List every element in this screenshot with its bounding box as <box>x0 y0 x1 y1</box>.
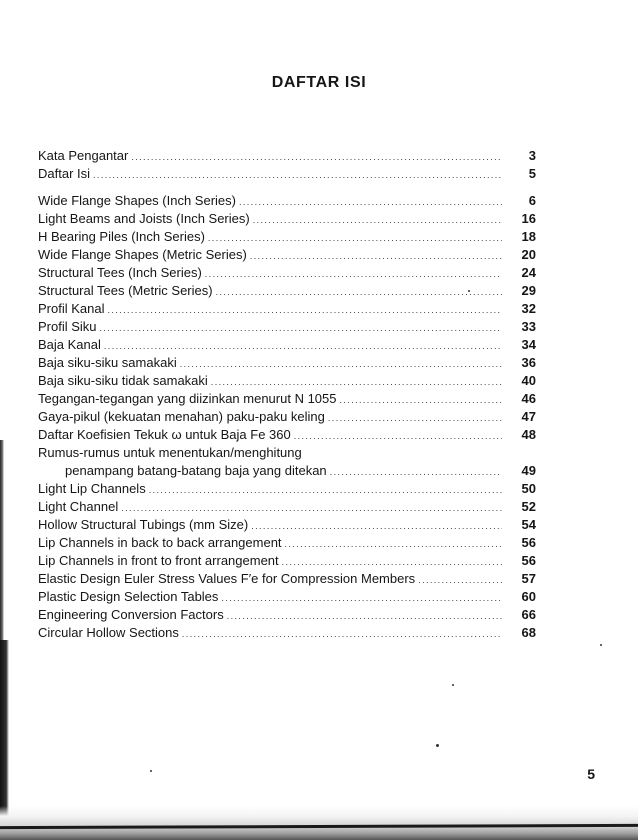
dot-leader <box>328 411 502 425</box>
toc-entry-label: Baja Kanal <box>38 337 101 352</box>
toc-entry-label: Light Beams and Joists (Inch Series) <box>38 211 250 226</box>
toc-entry[interactable] <box>38 390 536 408</box>
toc-entry-label: Hollow Structural Tubings (mm Size) <box>38 517 249 532</box>
toc-entry[interactable] <box>38 570 536 588</box>
toc-entry-label: penampang batang-batang baja yang ditekan <box>65 463 327 478</box>
toc-entry-page: 24 <box>521 265 536 280</box>
dot-leader <box>250 249 502 263</box>
toc-entry[interactable] <box>38 264 536 282</box>
toc-entry-page: 6 <box>528 193 536 208</box>
toc-entry-label: Daftar Isi <box>38 166 91 181</box>
toc-entry-page: 46 <box>521 391 536 406</box>
toc-entry-page: 57 <box>521 571 536 586</box>
dot-leader <box>208 231 502 245</box>
toc-entry-label: Lip Channels in back to back arrangement <box>38 535 282 550</box>
toc-entry[interactable] <box>38 606 536 624</box>
toc-entry[interactable] <box>38 246 536 264</box>
toc-entry[interactable] <box>38 480 536 498</box>
dot-leader <box>121 501 502 515</box>
dot-leader <box>149 483 502 497</box>
toc-entry[interactable] <box>38 282 536 300</box>
toc-entry[interactable] <box>38 498 536 516</box>
toc-entry-rumus-line2[interactable] <box>38 462 536 480</box>
toc-entry-page: 60 <box>521 589 536 604</box>
toc-entry-label: H Bearing Piles (Inch Series) <box>38 229 205 244</box>
scan-speck <box>600 644 602 646</box>
dot-leader <box>100 321 502 335</box>
toc-entry-rumus-line1[interactable] <box>38 444 536 462</box>
toc-entry-label: Kata Pengantar <box>38 148 129 163</box>
toc-entry-label: Light Channel <box>38 499 119 514</box>
toc-entry[interactable] <box>38 624 536 642</box>
toc-entry-label: Structural Tees (Metric Series) <box>38 283 213 298</box>
toc-entry-page: 52 <box>521 499 536 514</box>
dot-leader <box>239 195 502 209</box>
toc-entry-page: 49 <box>521 463 536 478</box>
toc-entry-label: Wide Flange Shapes (Inch Series) <box>38 193 236 208</box>
table-of-contents <box>38 147 536 642</box>
toc-entry-page: 68 <box>521 625 536 640</box>
dot-leader <box>221 591 502 605</box>
toc-entry-label: Structural Tees (Inch Series) <box>38 265 202 280</box>
toc-entry-label: Daftar Koefisien Tekuk ω untuk Baja Fe 360 <box>38 427 291 442</box>
toc-entry-page: 50 <box>521 481 536 496</box>
toc-entry-label: Engineering Conversion Factors <box>38 607 224 622</box>
page-number: 5 <box>587 766 595 782</box>
toc-entry-page: 20 <box>521 247 536 262</box>
dot-leader <box>294 429 502 443</box>
dot-leader <box>216 285 502 299</box>
toc-entry-page: 3 <box>528 148 536 163</box>
toc-entry[interactable] <box>38 147 536 165</box>
toc-entry-label: Profil Siku <box>38 319 97 334</box>
dot-leader <box>340 393 503 407</box>
toc-entry-page: 40 <box>521 373 536 388</box>
toc-entry-page: 54 <box>521 517 536 532</box>
dot-leader <box>182 627 502 641</box>
toc-entry-page: 5 <box>528 166 536 181</box>
scan-bottom-shadow <box>0 806 638 840</box>
dot-leader <box>418 573 502 587</box>
toc-entry[interactable] <box>38 165 536 183</box>
dot-leader <box>205 267 502 281</box>
toc-entry-page: 29 <box>521 283 536 298</box>
section-gap <box>38 183 536 192</box>
dot-leader <box>93 168 502 182</box>
toc-entry-label: Plastic Design Selection Tables <box>38 589 219 604</box>
toc-entry-page: 36 <box>521 355 536 370</box>
toc-entry[interactable] <box>38 192 536 210</box>
toc-entry-label: Baja siku-siku tidak samakaki <box>38 373 208 388</box>
dot-leader <box>107 303 502 317</box>
toc-entry-page: 16 <box>521 211 536 226</box>
toc-entry-label: Circular Hollow Sections <box>38 625 179 640</box>
toc-entry[interactable] <box>38 354 536 372</box>
toc-entry-label: Elastic Design Euler Stress Values F′e for Compression Members <box>38 571 416 586</box>
dot-leader <box>285 537 502 551</box>
toc-entry[interactable] <box>38 408 536 426</box>
scan-speck <box>436 744 439 747</box>
page-title: DAFTAR ISI <box>271 74 367 91</box>
toc-entry[interactable] <box>38 588 536 606</box>
toc-entry-page: 56 <box>521 553 536 568</box>
dot-leader <box>282 555 502 569</box>
scan-speck <box>150 770 152 772</box>
toc-entry[interactable] <box>38 210 536 228</box>
toc-entry[interactable] <box>38 552 536 570</box>
toc-entry-page: 48 <box>521 427 536 442</box>
toc-entry-label: Rumus-rumus untuk menentukan/menghitung <box>38 445 302 460</box>
dot-leader <box>180 357 502 371</box>
toc-entry-page: 18 <box>521 229 536 244</box>
dot-leader <box>227 609 502 623</box>
toc-entry[interactable] <box>38 372 536 390</box>
toc-entry-label: Gaya-pikul (kekuatan menahan) paku-paku keling <box>38 409 325 424</box>
toc-entry[interactable] <box>38 336 536 354</box>
toc-entry[interactable] <box>38 516 536 534</box>
toc-entry-page: 34 <box>521 337 536 352</box>
toc-entry-label: Profil Kanal <box>38 301 105 316</box>
toc-entry-page: 56 <box>521 535 536 550</box>
toc-entry-page: 32 <box>521 301 536 316</box>
toc-entry[interactable] <box>38 300 536 318</box>
toc-entry-page: 66 <box>521 607 536 622</box>
toc-entry-page: 33 <box>521 319 536 334</box>
toc-entry-label: Lip Channels in front to front arrangement <box>38 553 279 568</box>
toc-entry[interactable] <box>38 426 536 444</box>
dot-leader <box>330 465 502 479</box>
scan-speck <box>452 684 454 686</box>
dot-leader <box>253 213 502 227</box>
toc-entry-page: 47 <box>521 409 536 424</box>
toc-entry[interactable] <box>38 318 536 336</box>
toc-entry-label: Light Lip Channels <box>38 481 146 496</box>
toc-entry-label: Baja siku-siku samakaki <box>38 355 177 370</box>
toc-entry-label: Wide Flange Shapes (Metric Series) <box>38 247 247 262</box>
toc-entry[interactable] <box>38 228 536 246</box>
dot-leader <box>251 519 502 533</box>
toc-entry[interactable] <box>38 534 536 552</box>
dot-leader <box>211 375 502 389</box>
dot-leader <box>131 150 502 164</box>
toc-entry-label: Tegangan-tegangan yang diizinkan menurut N 1055 <box>38 391 337 406</box>
dot-leader <box>104 339 502 353</box>
